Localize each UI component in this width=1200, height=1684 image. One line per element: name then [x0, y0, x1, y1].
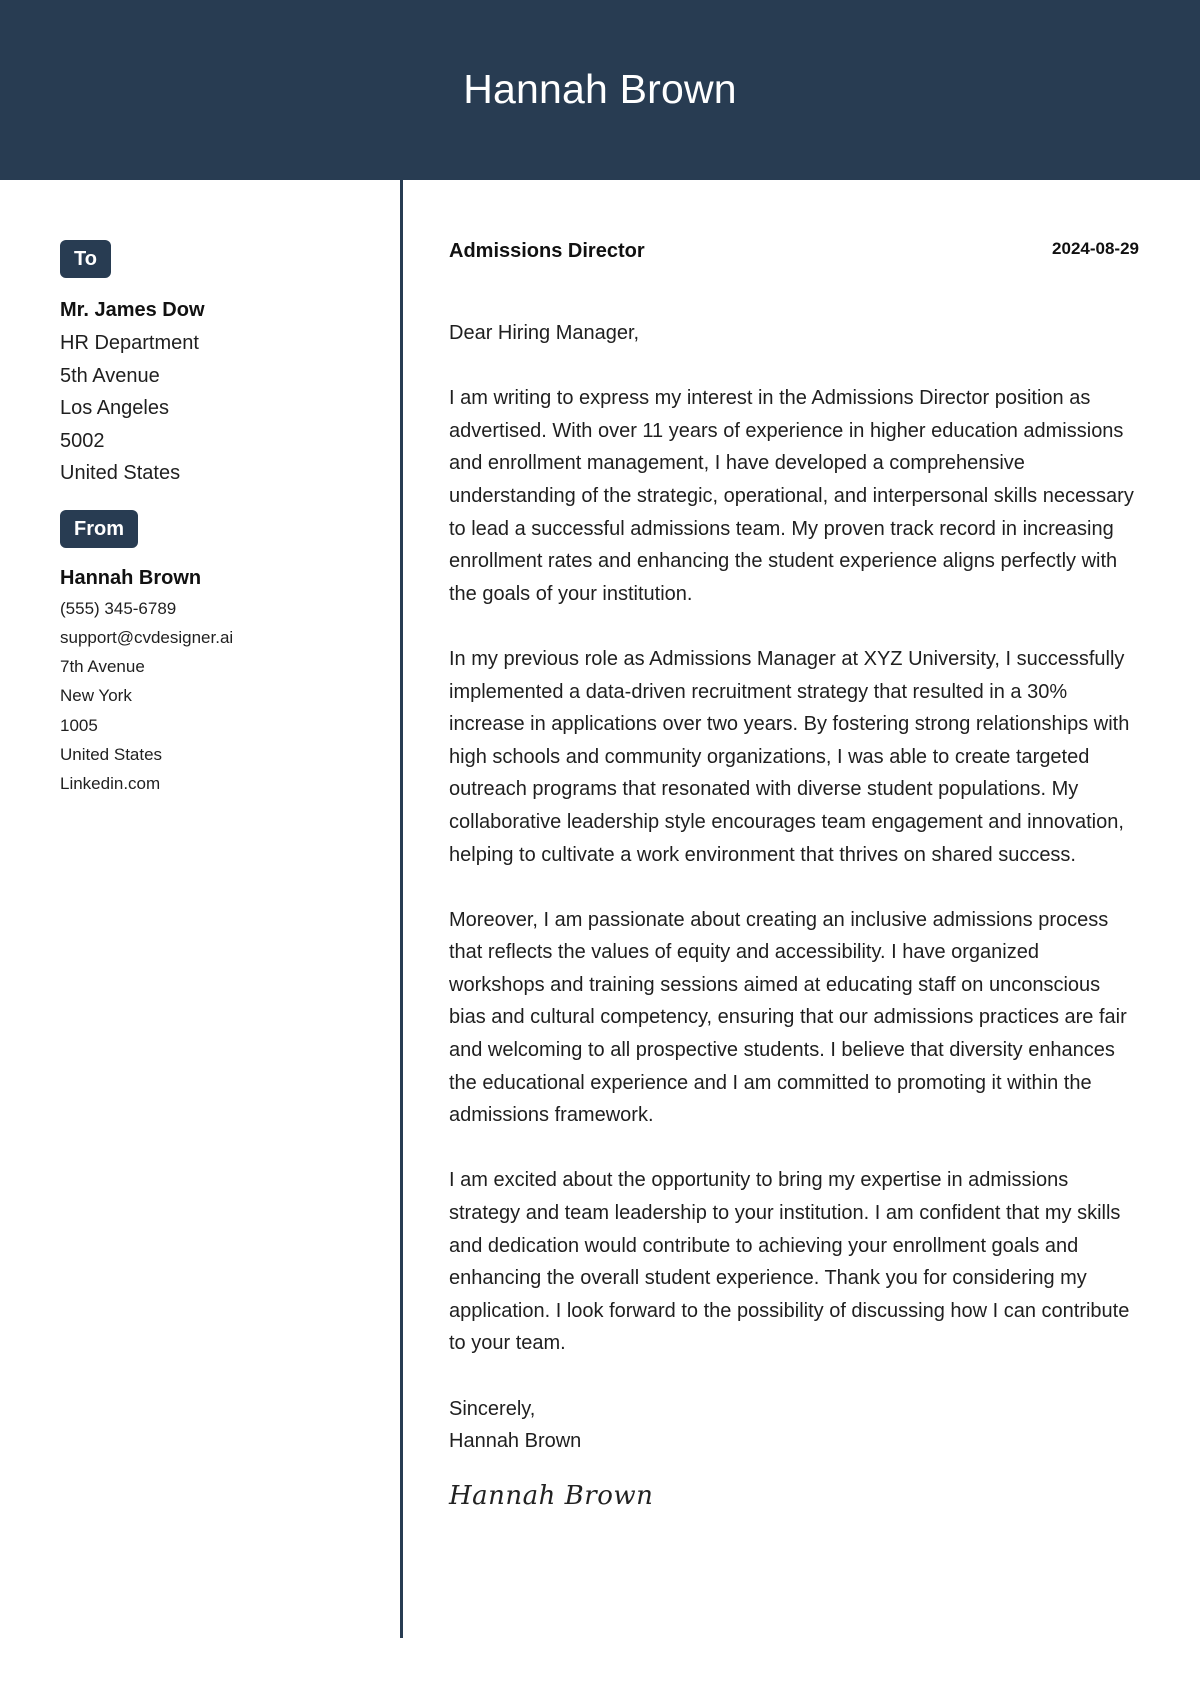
- sender-name: Hannah Brown: [60, 566, 202, 589]
- closing-block: [449, 1393, 1139, 1458]
- letter-date: 2024-08-29: [1052, 239, 1139, 258]
- header-banner: [0, 0, 1200, 180]
- greeting: Dear Hiring Manager,: [449, 322, 640, 344]
- applicant-name-title: Hannah Brown: [463, 65, 737, 112]
- from-badge-wrap: [60, 510, 380, 548]
- letter-header-row: [449, 240, 1139, 272]
- sidebar: [60, 240, 380, 799]
- letter-body: [449, 240, 1139, 1512]
- recipient-block: [60, 294, 380, 490]
- recipient-city: Los Angeles: [60, 397, 169, 419]
- paragraph-4: I am excited about the opportunity to bring my expertise in admissions strategy and team leadership to your institution. I am confident that my skills and dedication would contribute to achieving your enrollment goals and enhancing the overall student experience. Thank you for considering my application. I look forward to the possibility of discussing how I can contribute to your team.: [449, 1169, 1130, 1355]
- handwritten-signature: Hannah Brown: [449, 1480, 654, 1511]
- sender-zip: 1005: [60, 715, 98, 735]
- job-title: Admissions Director: [449, 240, 645, 262]
- recipient-name: Mr. James Dow: [60, 299, 205, 321]
- closing-name: Hannah Brown: [449, 1430, 582, 1453]
- paragraph-2: In my previous role as Admissions Manager at XYZ University, I successfully implemented a data-driven recruitment strategy that resulted in a 30% increase in applications over two years. By fostering strong relationships with high schools and community organizations, I was able to create targeted outreach programs that resonated with diverse student populations. My collaborative leadership style encourages team engagement and innovation, helping to cultivate a work environment that thrives on shared success.: [449, 647, 1130, 866]
- recipient-country: United States: [60, 462, 181, 484]
- sender-block: [60, 562, 380, 799]
- sender-link: Linkedin.com: [60, 774, 161, 794]
- paragraph-1: I am writing to express my interest in the Admissions Director position as advertised. With over 11 years of experience in higher education admissions and enrollment management, I have developed a comprehensive understanding of the strategic, operational, and interpersonal skills necessary to lead a successful admissions team. My proven track record in increasing enrollment rates and enhancing the student experience aligns perfectly with the goals of your institution.: [449, 387, 1134, 605]
- sender-city: New York: [60, 686, 132, 706]
- from-badge: From: [60, 510, 138, 548]
- letter-text: [449, 317, 1139, 1512]
- closing: Sincerely,: [449, 1397, 536, 1420]
- sender-phone: (555) 345-6789: [60, 598, 177, 618]
- sender-email: support@cvdesigner.ai: [60, 627, 234, 647]
- paragraph-3: Moreover, I am passionate about creating an inclusive admissions process that reflects the values of equity and accessibility. I have organized workshops and training sessions aimed at educating staff on unconscious bias and cultural competency, ensuring that our admissions practices are fair and welcoming to all prospective students. I believe that diversity enhances the educational experience and I am committed to promoting it within the admissions framework.: [449, 908, 1127, 1127]
- to-badge: To: [60, 240, 111, 278]
- recipient-zip: 5002: [60, 429, 105, 452]
- recipient-street: 5th Avenue: [60, 364, 160, 387]
- sender-country: United States: [60, 744, 163, 764]
- recipient-department: HR Department: [60, 332, 199, 354]
- sender-street: 7th Avenue: [60, 657, 145, 677]
- vertical-divider: [400, 180, 403, 1638]
